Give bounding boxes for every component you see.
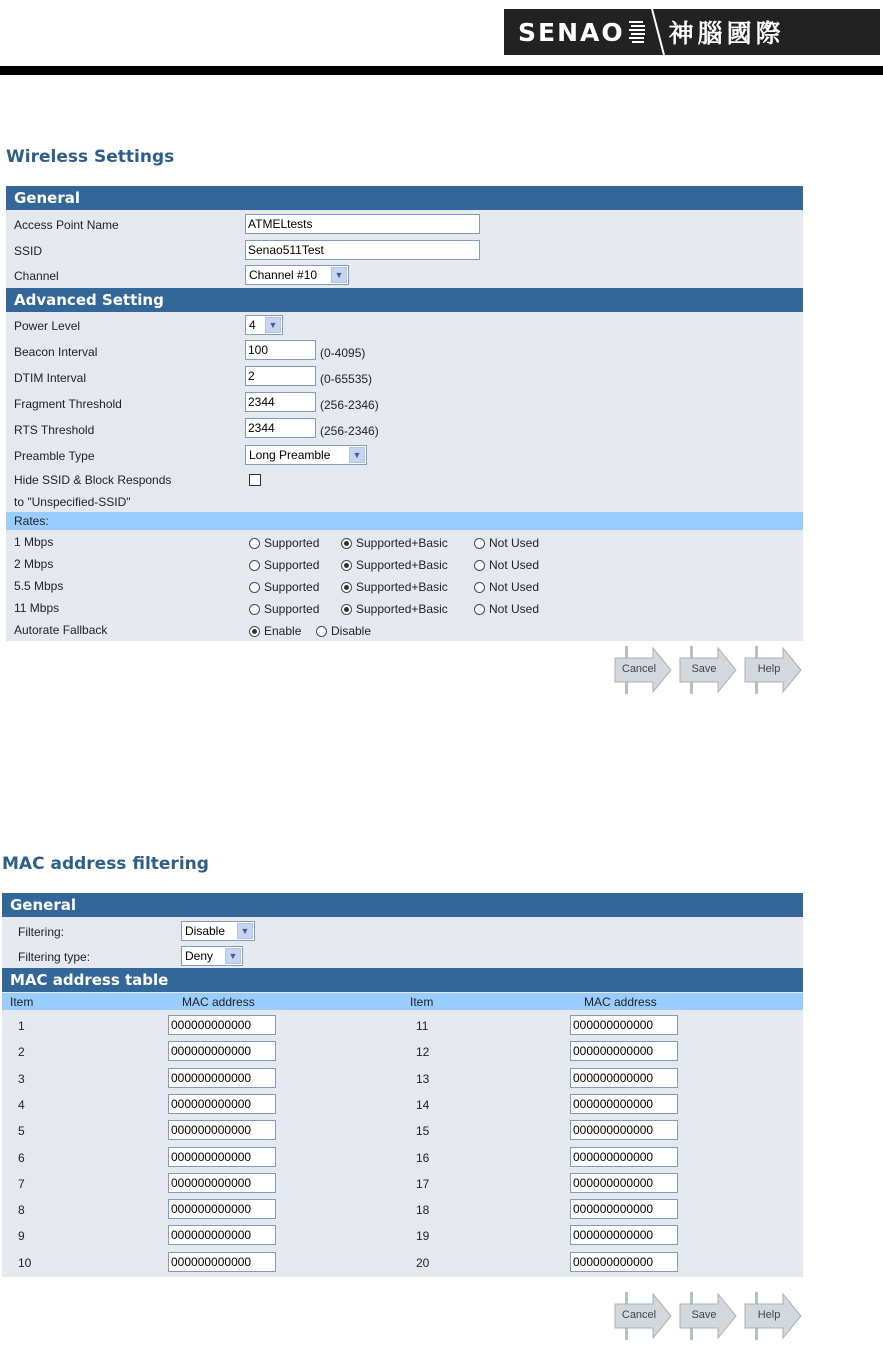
mac-item-number: 10 <box>18 1256 32 1270</box>
mac-address-input[interactable] <box>168 1199 276 1219</box>
channel-select[interactable] <box>245 265 349 285</box>
fallback-disable-radio[interactable] <box>316 624 371 638</box>
section-header-general: General <box>2 893 803 917</box>
rate-11mbps-supported-basic[interactable] <box>341 602 448 616</box>
mac-address-input[interactable] <box>570 1068 678 1088</box>
help-button[interactable] <box>743 644 803 696</box>
rts-threshold-label: RTS Threshold <box>14 423 95 437</box>
mac-address-input[interactable] <box>570 1120 678 1140</box>
radio-selected-icon[interactable] <box>341 538 352 549</box>
rates-header: Rates: <box>6 512 803 530</box>
mac-item-number: 13 <box>416 1072 430 1086</box>
rate-2mbps-not-used[interactable] <box>474 558 539 572</box>
mac-table-header <box>2 993 803 1010</box>
mac-item-number: 3 <box>18 1072 25 1086</box>
mac-item-number: 12 <box>416 1045 430 1059</box>
mac-address-input[interactable] <box>570 1041 678 1061</box>
radio-selected-icon[interactable] <box>341 604 352 615</box>
ap-name-label: Access Point Name <box>14 218 119 232</box>
logo-slash-icon <box>651 9 665 55</box>
section-header-general: General <box>6 186 803 210</box>
cancel-button-label: Cancel <box>621 663 657 675</box>
logo-text-cn: 神腦國際 <box>668 19 785 48</box>
radio-icon[interactable] <box>249 538 260 549</box>
page-title-wireless: Wireless Settings <box>6 147 175 167</box>
rate-5-5mbps-supported[interactable] <box>249 580 319 594</box>
dtim-range-hint: (0-65535) <box>320 372 373 386</box>
radio-selected-icon[interactable] <box>341 582 352 593</box>
filtering-type-label: Filtering type: <box>18 950 91 964</box>
logo-text-en: SENAO <box>518 17 625 47</box>
cancel-button[interactable] <box>613 644 673 696</box>
ap-name-input[interactable] <box>245 214 480 234</box>
rate-11mbps-not-used[interactable] <box>474 602 539 616</box>
mac-address-input[interactable] <box>168 1041 276 1061</box>
header-divider <box>0 66 883 75</box>
mac-item-number: 18 <box>416 1203 430 1217</box>
help-button[interactable] <box>743 1290 803 1342</box>
radio-icon[interactable] <box>474 560 485 571</box>
radio-label: Not Used <box>489 602 540 616</box>
hide-ssid-checkbox[interactable] <box>249 474 261 486</box>
radio-label: Supported <box>264 602 320 616</box>
mac-address-input[interactable] <box>168 1147 276 1167</box>
radio-icon[interactable] <box>474 538 485 549</box>
radio-icon[interactable] <box>474 582 485 593</box>
radio-icon[interactable] <box>474 604 485 615</box>
fragment-threshold-input[interactable] <box>245 392 316 412</box>
channel-label: Channel <box>14 269 59 283</box>
rate-11mbps-supported[interactable] <box>249 602 319 616</box>
mac-address-input[interactable] <box>168 1094 276 1114</box>
chevron-down-icon[interactable]: ▼ <box>237 923 253 939</box>
mac-address-input[interactable] <box>570 1252 678 1272</box>
wireless-settings-panel <box>6 186 803 641</box>
radio-selected-icon[interactable] <box>249 626 260 637</box>
radio-label: Disable <box>331 624 372 638</box>
rate-5-5mbps-not-used[interactable] <box>474 580 539 594</box>
help-button-label: Help <box>757 663 781 675</box>
channel-select-value: Channel #10 <box>249 268 318 282</box>
col-header-item-2: Item <box>410 995 434 1009</box>
mac-address-input[interactable] <box>168 1173 276 1193</box>
mac-address-input[interactable] <box>168 1015 276 1035</box>
radio-label: Supported+Basic <box>356 580 448 594</box>
ssid-input[interactable] <box>245 240 480 260</box>
chevron-down-icon[interactable]: ▼ <box>225 948 241 964</box>
rate-label-11mbps: 11 Mbps <box>14 601 60 615</box>
radio-label: Supported+Basic <box>356 536 448 550</box>
mac-item-number: 6 <box>18 1151 25 1165</box>
chevron-down-icon[interactable]: ▼ <box>331 267 347 283</box>
save-button-label: Save <box>691 1309 717 1321</box>
col-header-mac: MAC address <box>182 995 255 1009</box>
filtering-type-value: Deny <box>185 949 214 963</box>
preamble-type-select[interactable] <box>245 445 367 465</box>
rate-2mbps-supported-basic[interactable] <box>341 558 448 572</box>
mac-item-number: 4 <box>18 1098 25 1112</box>
mac-item-number: 14 <box>416 1098 430 1112</box>
rate-1mbps-supported-basic[interactable] <box>341 536 448 550</box>
mac-item-number: 17 <box>416 1177 430 1191</box>
rts-range-hint: (256-2346) <box>320 424 379 438</box>
section-header-advanced: Advanced Setting <box>6 288 803 312</box>
power-level-value: 4 <box>249 318 256 332</box>
section-header-mac-table: MAC address table <box>2 968 803 992</box>
beacon-interval-label: Beacon Interval <box>14 345 98 359</box>
preamble-type-label: Preamble Type <box>14 449 95 463</box>
mac-item-number: 20 <box>416 1256 430 1270</box>
beacon-range-hint: (0-4095) <box>320 346 366 360</box>
fragment-range-hint: (256-2346) <box>320 398 379 412</box>
mac-address-input[interactable] <box>570 1173 678 1193</box>
mac-address-input[interactable] <box>570 1199 678 1219</box>
mac-item-number: 9 <box>18 1229 25 1243</box>
mac-address-input[interactable] <box>570 1094 678 1114</box>
mac-address-input[interactable] <box>168 1120 276 1140</box>
preamble-type-value: Long Preamble <box>249 448 331 462</box>
autorate-fallback-label: Autorate Fallback <box>14 623 108 637</box>
chevron-down-icon[interactable]: ▼ <box>265 317 281 333</box>
radio-label: Supported+Basic <box>356 558 448 572</box>
radio-icon[interactable] <box>316 626 327 637</box>
col-header-item: Item <box>10 995 34 1009</box>
filtering-label: Filtering: <box>18 925 65 939</box>
logo-mark-icon <box>629 17 647 47</box>
rate-1mbps-not-used[interactable] <box>474 536 539 550</box>
ssid-label: SSID <box>14 244 43 258</box>
power-level-select[interactable] <box>245 315 283 335</box>
radio-icon[interactable] <box>249 604 260 615</box>
rts-threshold-input[interactable] <box>245 418 316 438</box>
radio-label: Supported <box>264 580 320 594</box>
mac-item-number: 11 <box>416 1019 429 1033</box>
save-button[interactable] <box>678 1290 738 1342</box>
filtering-select-value: Disable <box>185 924 226 938</box>
mac-item-number: 7 <box>18 1177 25 1191</box>
cancel-button[interactable] <box>613 1290 673 1342</box>
dtim-interval-label: DTIM Interval <box>14 371 87 385</box>
filtering-select[interactable] <box>181 921 255 941</box>
save-button[interactable] <box>678 644 738 696</box>
radio-selected-icon[interactable] <box>341 560 352 571</box>
dtim-interval-input[interactable] <box>245 366 316 386</box>
mac-address-input[interactable] <box>570 1015 678 1035</box>
save-button-label: Save <box>691 663 717 675</box>
chevron-down-icon[interactable]: ▼ <box>349 447 365 463</box>
mac-item-number: 5 <box>18 1124 25 1138</box>
beacon-interval-input[interactable] <box>245 340 316 360</box>
radio-label: Supported <box>264 558 320 572</box>
mac-address-input[interactable] <box>570 1225 678 1245</box>
mac-item-number: 19 <box>416 1229 430 1243</box>
hide-ssid-label-line2: to "Unspecified-SSID" <box>14 495 131 509</box>
mac-address-input[interactable] <box>570 1147 678 1167</box>
radio-icon[interactable] <box>249 560 260 571</box>
radio-label: Not Used <box>489 558 540 572</box>
rate-label-1mbps: 1 Mbps <box>14 535 54 549</box>
mac-item-number: 16 <box>416 1151 430 1165</box>
mac-item-number: 15 <box>416 1124 430 1138</box>
fragment-threshold-label: Fragment Threshold <box>14 397 122 411</box>
mac-address-input[interactable] <box>168 1068 276 1088</box>
mac-item-number: 2 <box>18 1045 25 1059</box>
rate-2mbps-supported[interactable] <box>249 558 319 572</box>
hide-ssid-label: Hide SSID & Block Responds <box>14 473 172 487</box>
page-title-mac-filtering: MAC address filtering <box>2 854 209 874</box>
power-level-label: Power Level <box>14 319 81 333</box>
radio-label: Not Used <box>489 580 540 594</box>
filtering-type-select[interactable] <box>181 946 243 966</box>
help-button-label: Help <box>757 1309 781 1321</box>
radio-label: Supported+Basic <box>356 602 448 616</box>
radio-label: Enable <box>264 624 302 638</box>
cancel-button-label: Cancel <box>621 1309 657 1321</box>
mac-address-input[interactable] <box>168 1252 276 1272</box>
rate-label-2mbps: 2 Mbps <box>14 557 54 571</box>
radio-icon[interactable] <box>249 582 260 593</box>
col-header-mac-2: MAC address <box>584 995 657 1009</box>
rate-1mbps-supported[interactable] <box>249 536 319 550</box>
rate-label-5-5mbps: 5.5 Mbps <box>14 579 64 593</box>
radio-label: Supported <box>264 536 320 550</box>
mac-address-input[interactable] <box>168 1225 276 1245</box>
rate-5-5mbps-supported-basic[interactable] <box>341 580 448 594</box>
mac-item-number: 1 <box>18 1019 25 1033</box>
mac-item-number: 8 <box>18 1203 25 1217</box>
fallback-enable-radio[interactable] <box>249 624 301 638</box>
senao-logo <box>504 9 880 55</box>
mac-filtering-panel <box>2 893 803 1277</box>
radio-label: Not Used <box>489 536 540 550</box>
